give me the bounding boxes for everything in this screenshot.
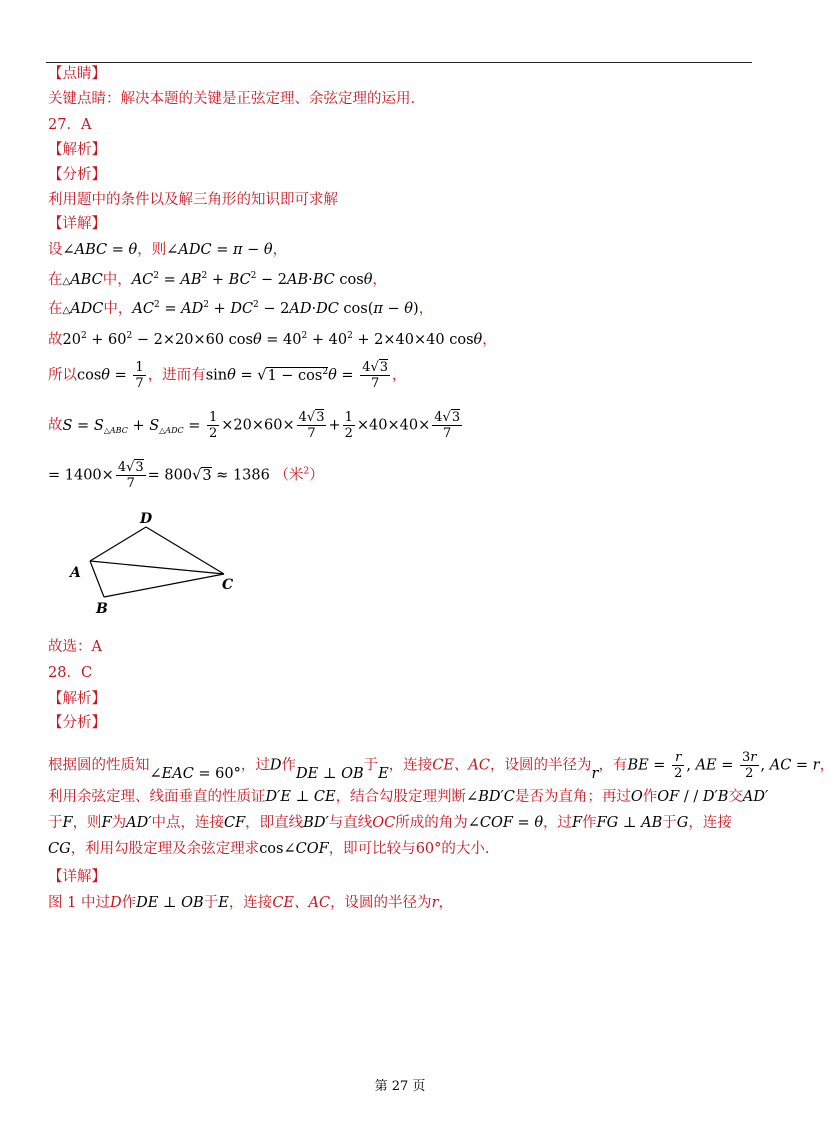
math-formula: cosθ =: [77, 367, 132, 384]
fraction: $\frac{4√3}{7}$: [362, 360, 389, 391]
vertex-label-b: B: [96, 601, 108, 617]
q27-choice: 故选：A: [48, 639, 102, 655]
quadrilateral-diagram: [60, 505, 260, 615]
math-formula: △ADC: [62, 301, 104, 317]
math-formula: $\sin\theta = √1 - \cos^2\theta$ =: [205, 366, 359, 384]
section-heading-fenxi-2: 【分析】: [48, 715, 106, 731]
q27-answer: 27．A: [48, 117, 92, 133]
math-formula: △ABC: [62, 272, 103, 288]
equation-line-2: 在△ABC中，$AC^2 = AB^2 + BC^2 - 2AB\cdot BC$ cosθ，: [48, 271, 387, 288]
math-formula: ∠ABC = θ: [62, 242, 138, 258]
fenxi-text: 利用题中的条件以及解三角形的知识即可求解: [48, 192, 338, 208]
math-formula: $S = S_{\triangle ABC} + S_{\triangle ADC}$ =: [62, 417, 205, 435]
equation-line-4: 故$20^2 + 60^2 - 2\times 20\times 60$ $\cos\theta = 40^2 + 40^2 + 2\times 40\times 40$ cosθ，: [48, 331, 497, 348]
equation-line-5: 所以cosθ = $\frac{1}{7}$ ，进而有$\sin\theta = √1 - \cos^2\theta$ = $\frac{4√3}{7}$ ，: [48, 360, 407, 391]
math-formula: ∠ADC = π − θ: [166, 242, 273, 258]
header-rule: [46, 62, 752, 63]
q28-analysis-line-4: CG，利用勾股定理及余弦定理求cos∠COF，即可比较与60°的大小.: [48, 841, 490, 857]
q28-analysis-line-1: 根据圆的性质知∠EAC = 60°，过D作DE ⊥ OB于E，连接CE、AC，设圆的半径为r，有BE = $\frac{r}{2}$ , AE = $\frac{3r}{2}$ , AC = r，: [48, 750, 834, 782]
q28-detail-line-1: 图 1 中过D作DE ⊥ OB于E，连接CE、AC，设圆的半径为r，: [48, 895, 453, 911]
section-heading-dianjing: 【点睛】: [48, 66, 106, 82]
section-heading-jiexi: 【解析】: [48, 142, 106, 158]
equation-line-7: = 1400× $\frac{4√3}{7}$ = 800√3 ≈ 1386 （米$^2$）: [48, 460, 324, 491]
equation-line-3: 在△ADC中，$AC^2 = AD^2 + DC^2 - 2AD\cdot DC$ cos(π − θ)，: [48, 300, 434, 317]
equation-line-6: 故$S = S_{\triangle ABC} + S_{\triangle ADC}$ = $\frac{1}{2}$ ×20×60× $\frac{4√3}{7}$ + $\frac{1}{2}$ ×40×40× $\frac{4√3}{7}$: [48, 410, 461, 441]
section-heading-jiexi-2: 【解析】: [48, 691, 106, 707]
vertex-label-a: A: [70, 565, 81, 581]
equation-line-1: 设∠ABC = θ，则∠ADC = π − θ，: [48, 242, 288, 258]
q28-answer: 28．C: [48, 665, 93, 681]
math-formula: $20^2 + 60^2 - 2\times 20\times 60$ $\cos\theta = 40^2 + 40^2 + 2\times 40\times 40$ cosθ: [62, 331, 483, 348]
math-formula: $AC^2 = AB^2 + BC^2 - 2AB\cdot BC$ cosθ: [131, 271, 373, 288]
section-heading-xiangjie-2: 【详解】: [48, 869, 106, 885]
q28-analysis-line-2: 利用余弦定理、线面垂直的性质证D′E ⊥ CE，结合勾股定理判断∠BD′C是否为直角；再过O作OF / / D′B交AD′: [48, 789, 769, 805]
fraction: $\frac{1}{7}$: [135, 360, 144, 391]
vertex-label-d: D: [140, 511, 153, 527]
q28-analysis-line-3: 于F，则F为AD′中点，连接CF，即直线BD′与直线OC所成的角为∠COF = θ，过F作FG ⊥ AB于G，连接: [48, 815, 732, 831]
dianjing-text: 关键点睛：解决本题的关键是正弦定理、余弦定理的运用.: [48, 91, 416, 107]
page-number: 第 27 页: [374, 1079, 426, 1094]
math-formula: $AC^2 = AD^2 + DC^2 - 2AD\cdot DC$ cos(π − θ): [132, 300, 419, 317]
section-heading-xiangjie: 【详解】: [48, 216, 106, 232]
vertex-label-c: C: [222, 577, 234, 593]
section-heading-fenxi: 【分析】: [48, 167, 106, 183]
